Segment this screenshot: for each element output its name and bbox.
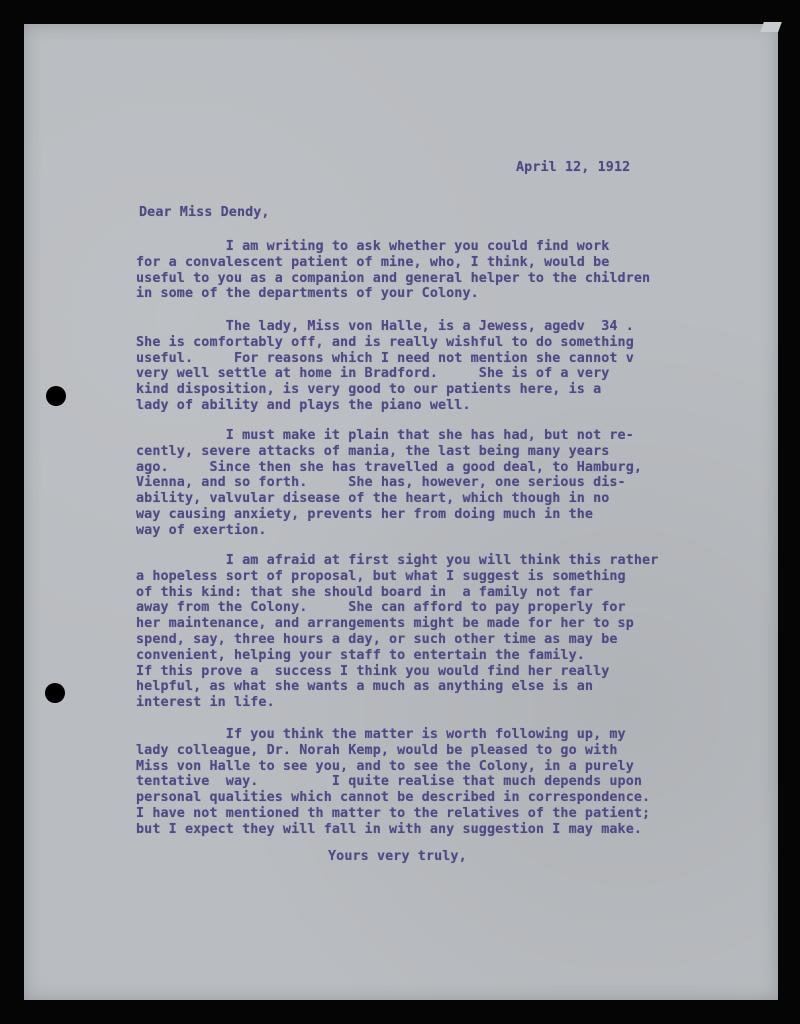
punch-hole-lower (45, 683, 65, 703)
letter-date: April 12, 1912 (516, 160, 631, 175)
paragraph-request: I am writing to ask whether you could find work for a convalescent patient of mine, who, I think, would be useful to you as a companion and general helper to the children in some of the departments of your Colony. (136, 239, 651, 302)
paragraph-follow-up: If you think the matter is worth following up, my lady colleague, Dr. Norah Kemp, would be pleased to go with Miss von Halle to see you, and to see the Colony, in a purely tentative way. I quite realise that much depends upon personal qualities which cannot be described in correspondence. I have not mentioned th matter to the relatives of the patient; but I expect they will fall in with any suggestion I may make. (136, 727, 651, 837)
paragraph-patient-description: The lady, Miss von Halle, is a Jewess, agedv 34 . She is comfortably off, and is really wishful to do something useful. For reasons which I need not mention she cannot v very well settle at home in Bradford. She is of a very kind disposition, is very good to our patients here, is a lady of ability and plays the piano well. (136, 319, 634, 413)
letter-salutation: Dear Miss Dendy, (139, 205, 270, 220)
paragraph-proposal: I am afraid at first sight you will think this rather a hopeless sort of proposal, but what I suggest is something of this kind: that she should board in a family not far away from the Colony. She can afford to pay properly for her maintenance, and arrangements might be made for her to sp spend, say, three hours a day, or such other time as may be convenient, helping your staff to entertain the family. If this prove a success I think you would find her really helpful, as what she wants a much as anything else is an interest in life. (136, 553, 659, 711)
torn-corner (760, 22, 782, 32)
paragraph-medical-history: I must make it plain that she has had, but not re- cently, severe attacks of mania, the last being many years ago. Since then she has travelled a good deal, to Hamburg, Vienna, and so forth. She has, however, one serious dis- ability, valvular disease of the heart, which though in no way causing anxiety, prevents her from doing much in the way of exertion. (136, 428, 643, 538)
letter-closing: Yours very truly, (328, 849, 467, 864)
punch-hole-upper (46, 386, 66, 406)
